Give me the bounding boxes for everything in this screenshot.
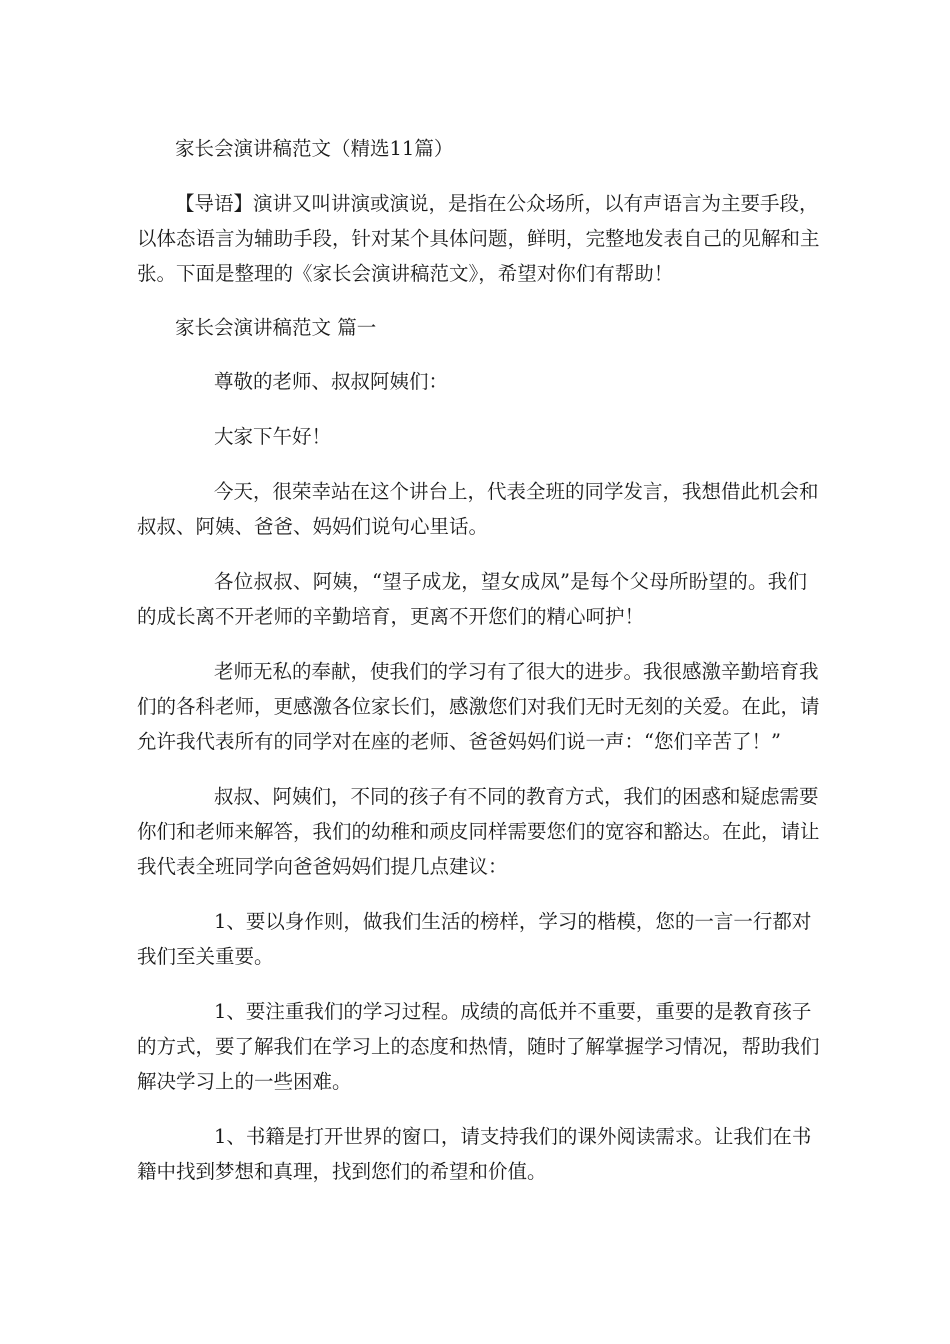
paragraph-6-line-1: 1、要注重我们的学习过程。成绩的高低并不重要，重要的是教育孩子 [214,1000,812,1023]
paragraph-3-line-3: 允许我代表所有的同学对在座的老师、爸爸妈妈们说一声：“您们辛苦了！” [137,730,781,753]
salutation: 尊敬的老师、叔叔阿姨们： [214,370,449,393]
section-heading: 家长会演讲稿范文 篇一 [175,316,377,339]
paragraph-2-line-2: 的成长离不开老师的辛勤培育，更离不开您们的精心呵护！ [137,605,645,628]
document-title: 家长会演讲稿范文（精选11篇） [175,137,454,160]
paragraph-2-line-1: 各位叔叔、阿姨，“望子成龙，望女成凤”是每个父母所盼望的。我们 [214,570,807,593]
paragraph-3-line-2: 们的各科老师，更感激各位家长们，感激您们对我们无时无刻的关爱。在此，请 [137,695,820,718]
paragraph-5-line-2: 我们至关重要。 [137,945,274,968]
paragraph-6-line-2: 的方式，要了解我们在学习上的态度和热情，随时了解掌握学习情况，帮助我们 [137,1035,820,1058]
greeting: 大家下午好！ [214,425,332,448]
paragraph-1-line-2: 叔叔、阿姨、爸爸、妈妈们说句心里话。 [137,515,489,538]
paragraph-7-line-1: 1、书籍是打开世界的窗口，请支持我们的课外阅读需求。让我们在书 [214,1125,812,1148]
paragraph-5-line-1: 1、要以身作则，做我们生活的榜样，学习的楷模，您的一言一行都对 [214,910,812,933]
paragraph-4-line-3: 我代表全班同学向爸爸妈妈们提几点建议： [137,855,508,878]
paragraph-7-line-2: 籍中找到梦想和真理，找到您们的希望和价值。 [137,1160,547,1183]
paragraph-4-line-2: 你们和老师来解答，我们的幼稚和顽皮同样需要您们的宽容和豁达。在此，请让 [137,820,820,843]
paragraph-3-line-1: 老师无私的奉献，使我们的学习有了很大的进步。我很感激辛勤培育我 [214,660,819,683]
paragraph-1-line-1: 今天，很荣幸站在这个讲台上，代表全班的同学发言，我想借此机会和 [214,480,819,503]
paragraph-4-line-1: 叔叔、阿姨们，不同的孩子有不同的教育方式，我们的困惑和疑虑需要 [214,785,819,808]
paragraph-6-line-3: 解决学习上的一些困难。 [137,1070,352,1093]
intro-line-2: 以体态语言为辅助手段，针对某个具体问题，鲜明，完整地发表自己的见解和主 [137,227,820,250]
intro-line-3: 张。下面是整理的《家长会演讲稿范文》，希望对你们有帮助！ [137,262,674,285]
intro-line-1: 【导语】演讲又叫讲演或演说，是指在公众场所，以有声语言为主要手段， [175,192,819,215]
